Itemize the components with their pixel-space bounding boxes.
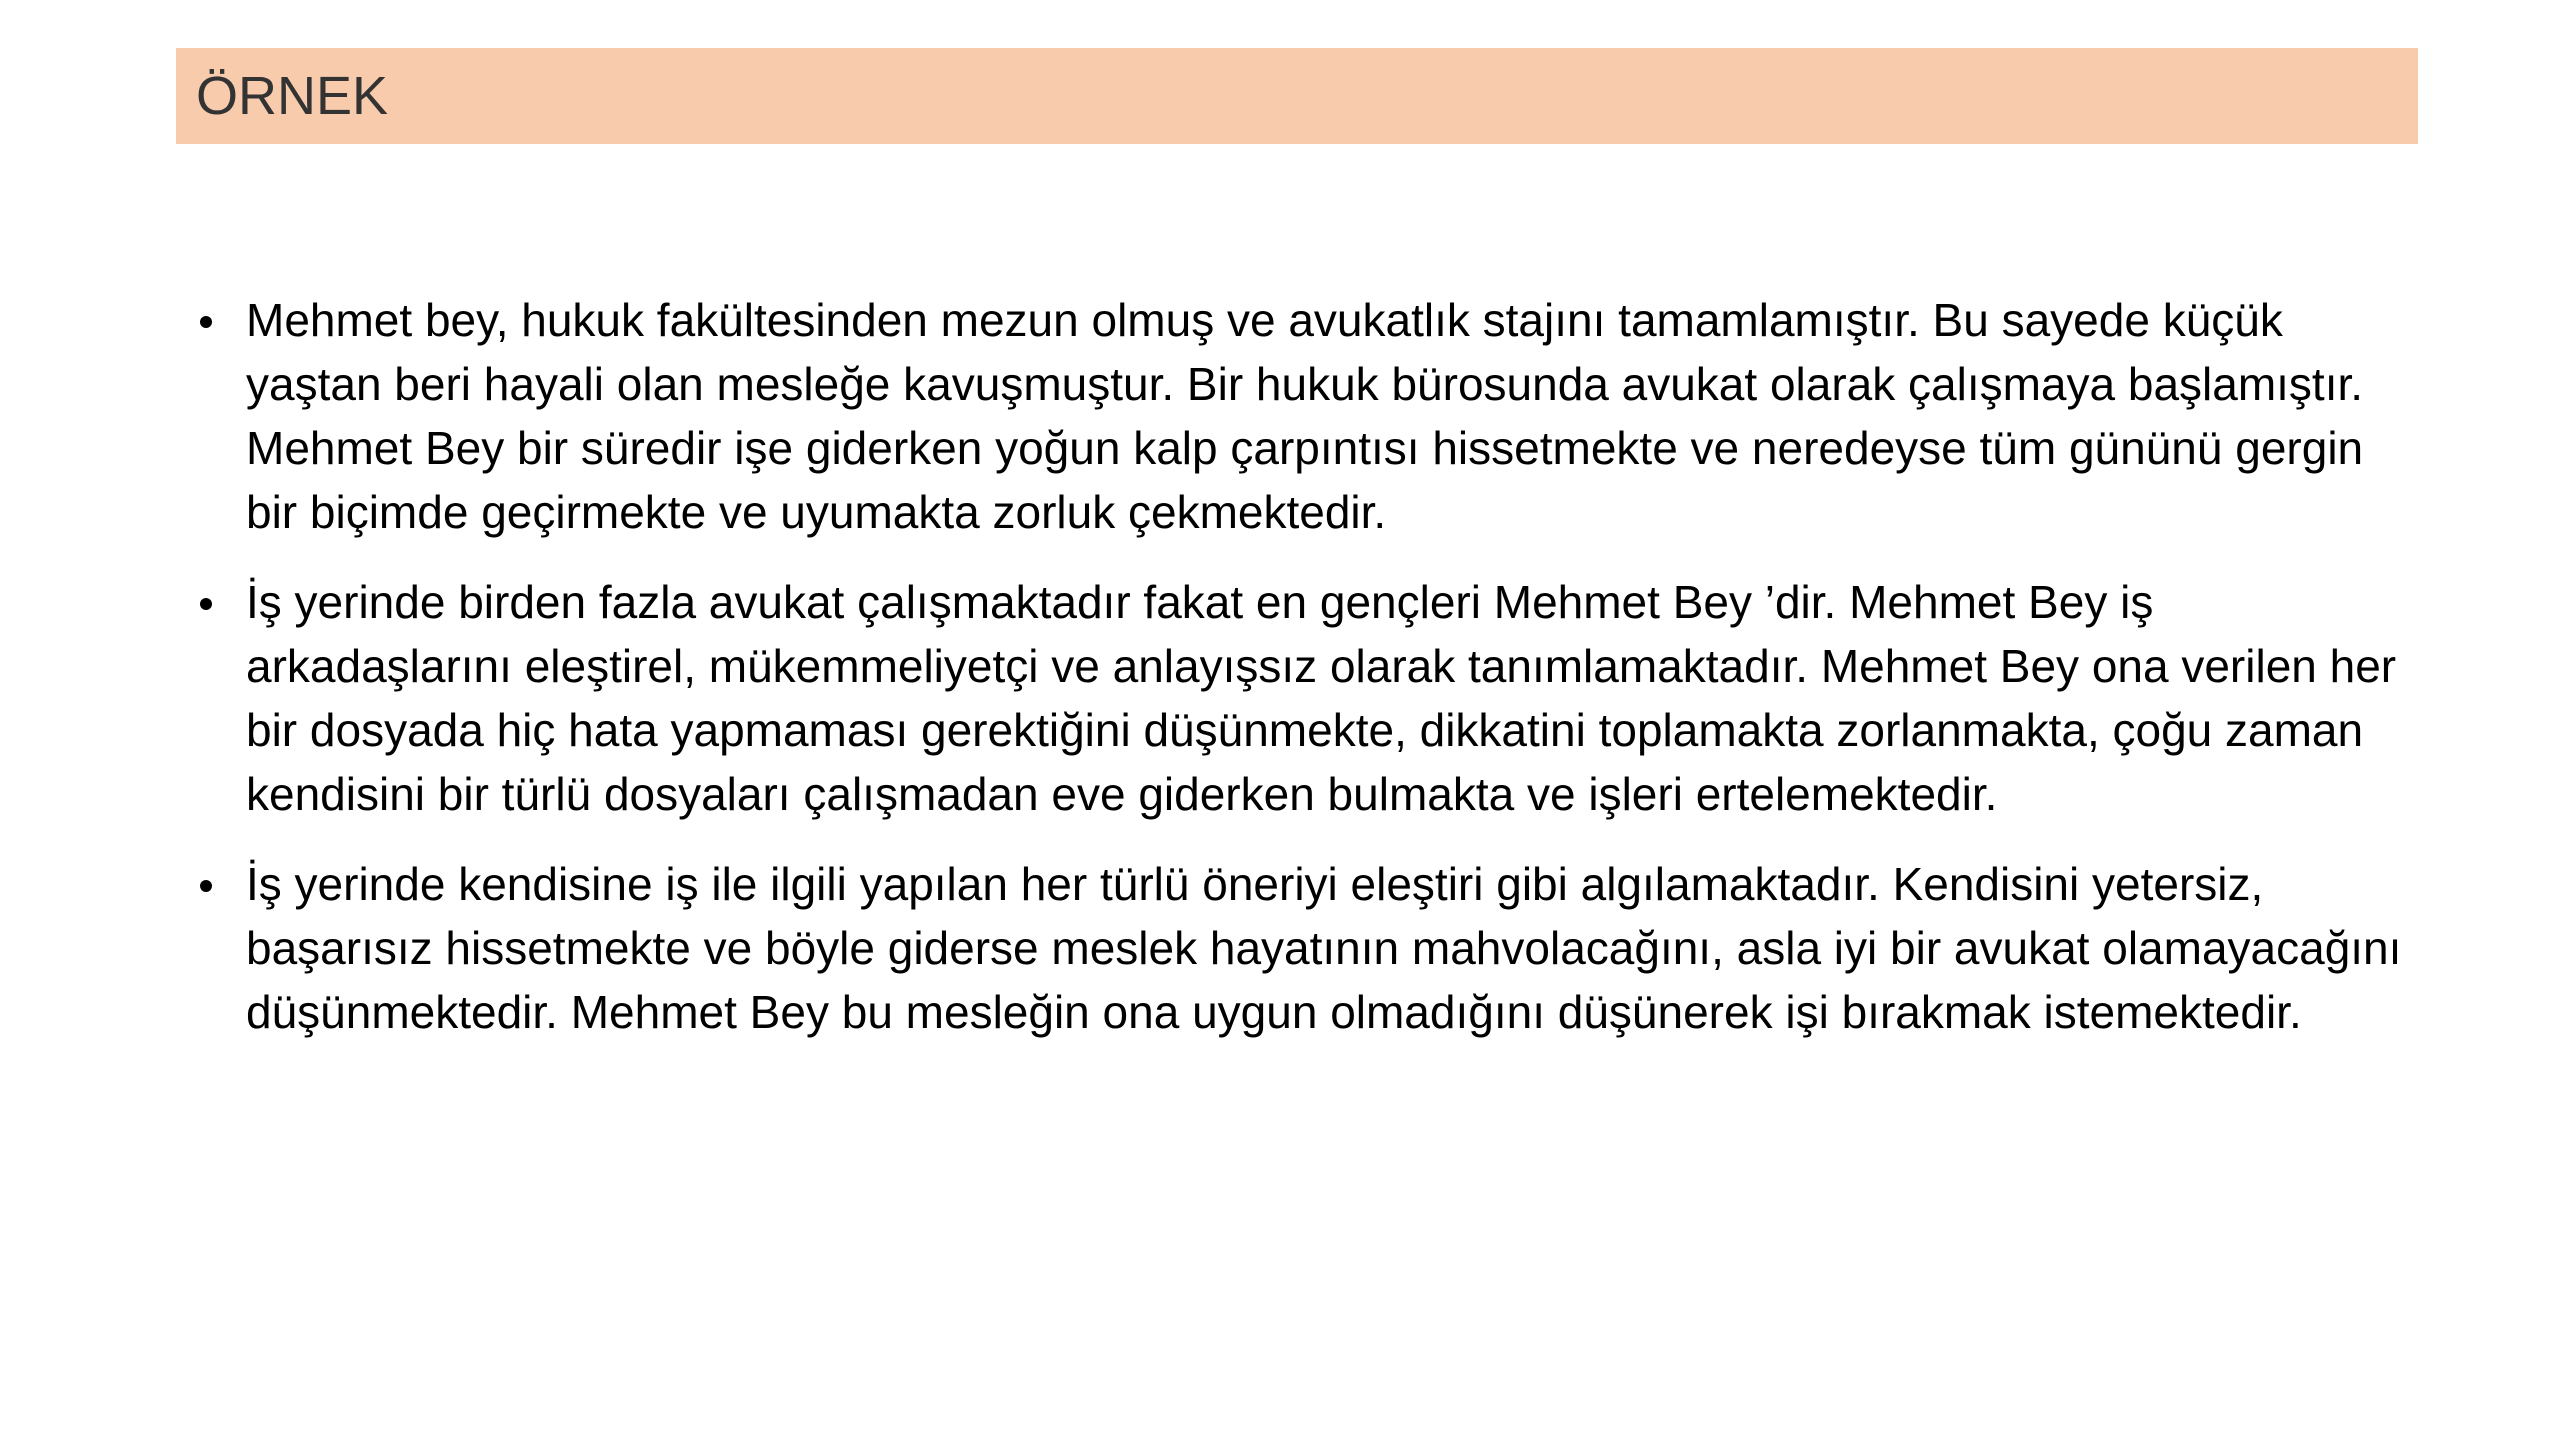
bullet-dot-icon (200, 316, 212, 328)
bullet-item (190, 852, 2410, 1044)
bullet-dot-icon (200, 598, 212, 610)
bullet-text: İş yerinde birden fazla avukat çalışmaktadır fakat en gençleri Mehmet Bey ’dir. Mehmet Bey iş arkadaşlarını eleştirel, mükemmeliyetçi ve anlayışsız olarak tanımlamaktadır. Mehmet Bey ona verilen her bir dosyada hiç hata yapmaması gerektiğini düşünmekte, dikkatini toplamakta zorlanmakta, çoğu zaman kendisini bir türlü dosyaları çalışmadan eve giderken bulmakta ve işleri ertelemektedir. (246, 576, 2397, 820)
title-bar (176, 48, 2418, 144)
bullet-dot-icon (200, 880, 212, 892)
bullet-text: Mehmet bey, hukuk fakültesinden mezun olmuş ve avukatlık stajını tamamlamıştır. Bu sayede küçük yaştan beri hayali olan mesleğe kavuşmuştur. Bir hukuk bürosunda avukat olarak çalışmaya başlamıştır. Mehmet Bey bir süredir işe giderken yoğun kalp çarpıntısı hissetmekte ve neredeyse tüm gününü gergin bir biçimde geçirmekte ve uyumakta zorluk çekmektedir. (246, 294, 2364, 538)
bullet-item (190, 570, 2410, 826)
bullet-text: İş yerinde kendisine iş ile ilgili yapılan her türlü öneriyi eleştiri gibi algılamaktadır. Kendisini yetersiz, başarısız hissetmekte ve böyle giderse meslek hayatının mahvolacağını, asla iyi bir avukat olamayacağını düşünmektedir. Mehmet Bey bu mesleğin ona uygun olmadığını düşünerek işi bırakmak istemektedir. (246, 858, 2402, 1038)
bullet-item (190, 288, 2410, 544)
bullet-list (190, 288, 2410, 1070)
slide-title: ÖRNEK (196, 66, 389, 126)
